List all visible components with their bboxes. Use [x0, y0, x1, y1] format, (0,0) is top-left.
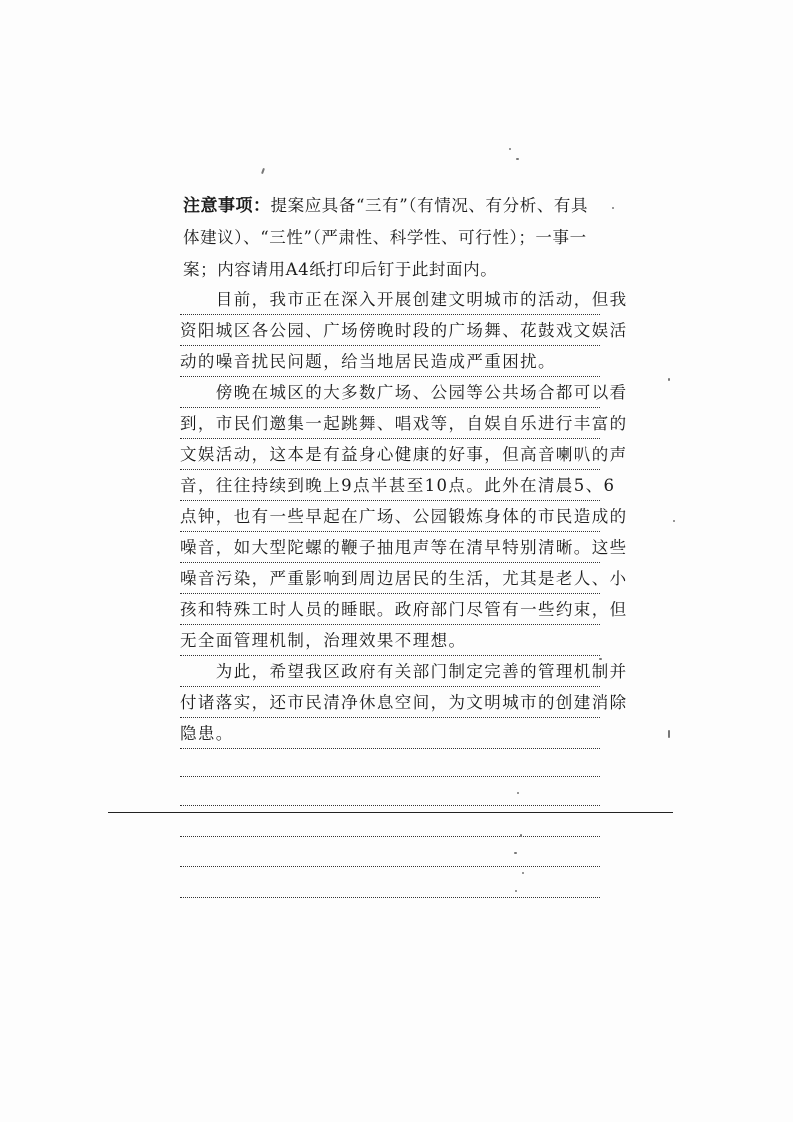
dotted-rule: [180, 469, 600, 470]
body-line: 孩和特殊工时人员的睡眠。政府部门尽管有一些约束，但: [180, 600, 628, 619]
body-line: 动的噪音扰民问题，给当地居民造成严重困扰。: [180, 352, 556, 371]
body-line: 资阳城区各公园、广场傍晚时段的广场舞、花鼓戏文娱活: [180, 321, 628, 340]
body-line: 付诸落实，还市民清净休息空间，为文明城市的创建消除: [180, 693, 628, 712]
body-line: 噪音污染，严重影响到周边居民的生活，尤其是老人、小: [180, 569, 628, 588]
dotted-rule: [180, 655, 600, 656]
separator-line: [108, 812, 673, 813]
body-line: 文娱活动，这本是有益身心健康的好事，但高音喇叭的声: [180, 445, 628, 464]
body-line: 无全面管理机制，治理效果不理想。: [180, 631, 467, 650]
scan-speck: [261, 168, 265, 174]
dotted-rule: [180, 438, 600, 439]
dotted-rule: [180, 686, 600, 687]
body-line: 为此，希望我区政府有关部门制定完善的管理机制并: [180, 662, 628, 681]
dotted-rule: [180, 562, 600, 563]
body-line: 隐患。: [180, 724, 234, 743]
notes-line-3: 案；内容请用A4纸打印后钉于此封面内。: [183, 260, 498, 279]
scan-speck: [509, 148, 511, 150]
dotted-rule: [180, 836, 600, 837]
dotted-rule: [180, 531, 600, 532]
body-line: 音，往往持续到晚上9点半甚至10点。此外在清晨5、6: [180, 476, 616, 495]
dotted-rule: [180, 500, 600, 501]
scan-speck: [520, 834, 522, 837]
body-line: 到，市民们邀集一起跳舞、唱戏等，自娱自乐进行丰富的: [180, 414, 628, 433]
scan-speck: [673, 520, 675, 522]
dotted-rule: [180, 593, 600, 594]
body-line: 噪音，如大型陀螺的鞭子抽甩声等在清早特别清晰。这些: [180, 538, 628, 557]
dotted-rule: [180, 776, 600, 777]
dotted-rule: [180, 314, 600, 315]
dotted-rule: [180, 897, 600, 898]
scan-speck: [668, 378, 670, 381]
body-line: 目前，我市正在深入开展创建文明城市的活动，但我: [180, 290, 628, 309]
dotted-rule: [180, 717, 600, 718]
dotted-rule: [180, 805, 600, 806]
dotted-rule: [180, 407, 600, 408]
dotted-rule: [180, 376, 600, 377]
scan-speck: [522, 872, 524, 874]
scan-speck: [516, 158, 519, 160]
scan-speck: [612, 207, 614, 209]
scan-speck: [517, 792, 519, 794]
scan-speck: [515, 890, 517, 892]
body-line: 傍晚在城区的大多数广场、公园等公共场合都可以看: [180, 383, 628, 402]
scan-speck: [514, 852, 517, 854]
notes-line-2: 体建议）、“三性”（严肃性、科学性、可行性）；一事一: [183, 228, 587, 247]
dotted-rule: [180, 624, 600, 625]
body-line: 点钟，也有一些早起在广场、公园锻炼身体的市民造成的: [180, 507, 628, 526]
notes-line-1: [183, 194, 588, 218]
dotted-rule: [180, 345, 600, 346]
scan-speck: [668, 730, 670, 738]
dotted-rule: [180, 866, 600, 867]
scan-speck: [599, 658, 602, 660]
notes-line-1-text: 提案应具备“三有”（有情况、有分析、有具: [270, 196, 589, 215]
notes-heading: 注意事项：: [183, 196, 271, 216]
dotted-rule: [180, 748, 600, 749]
